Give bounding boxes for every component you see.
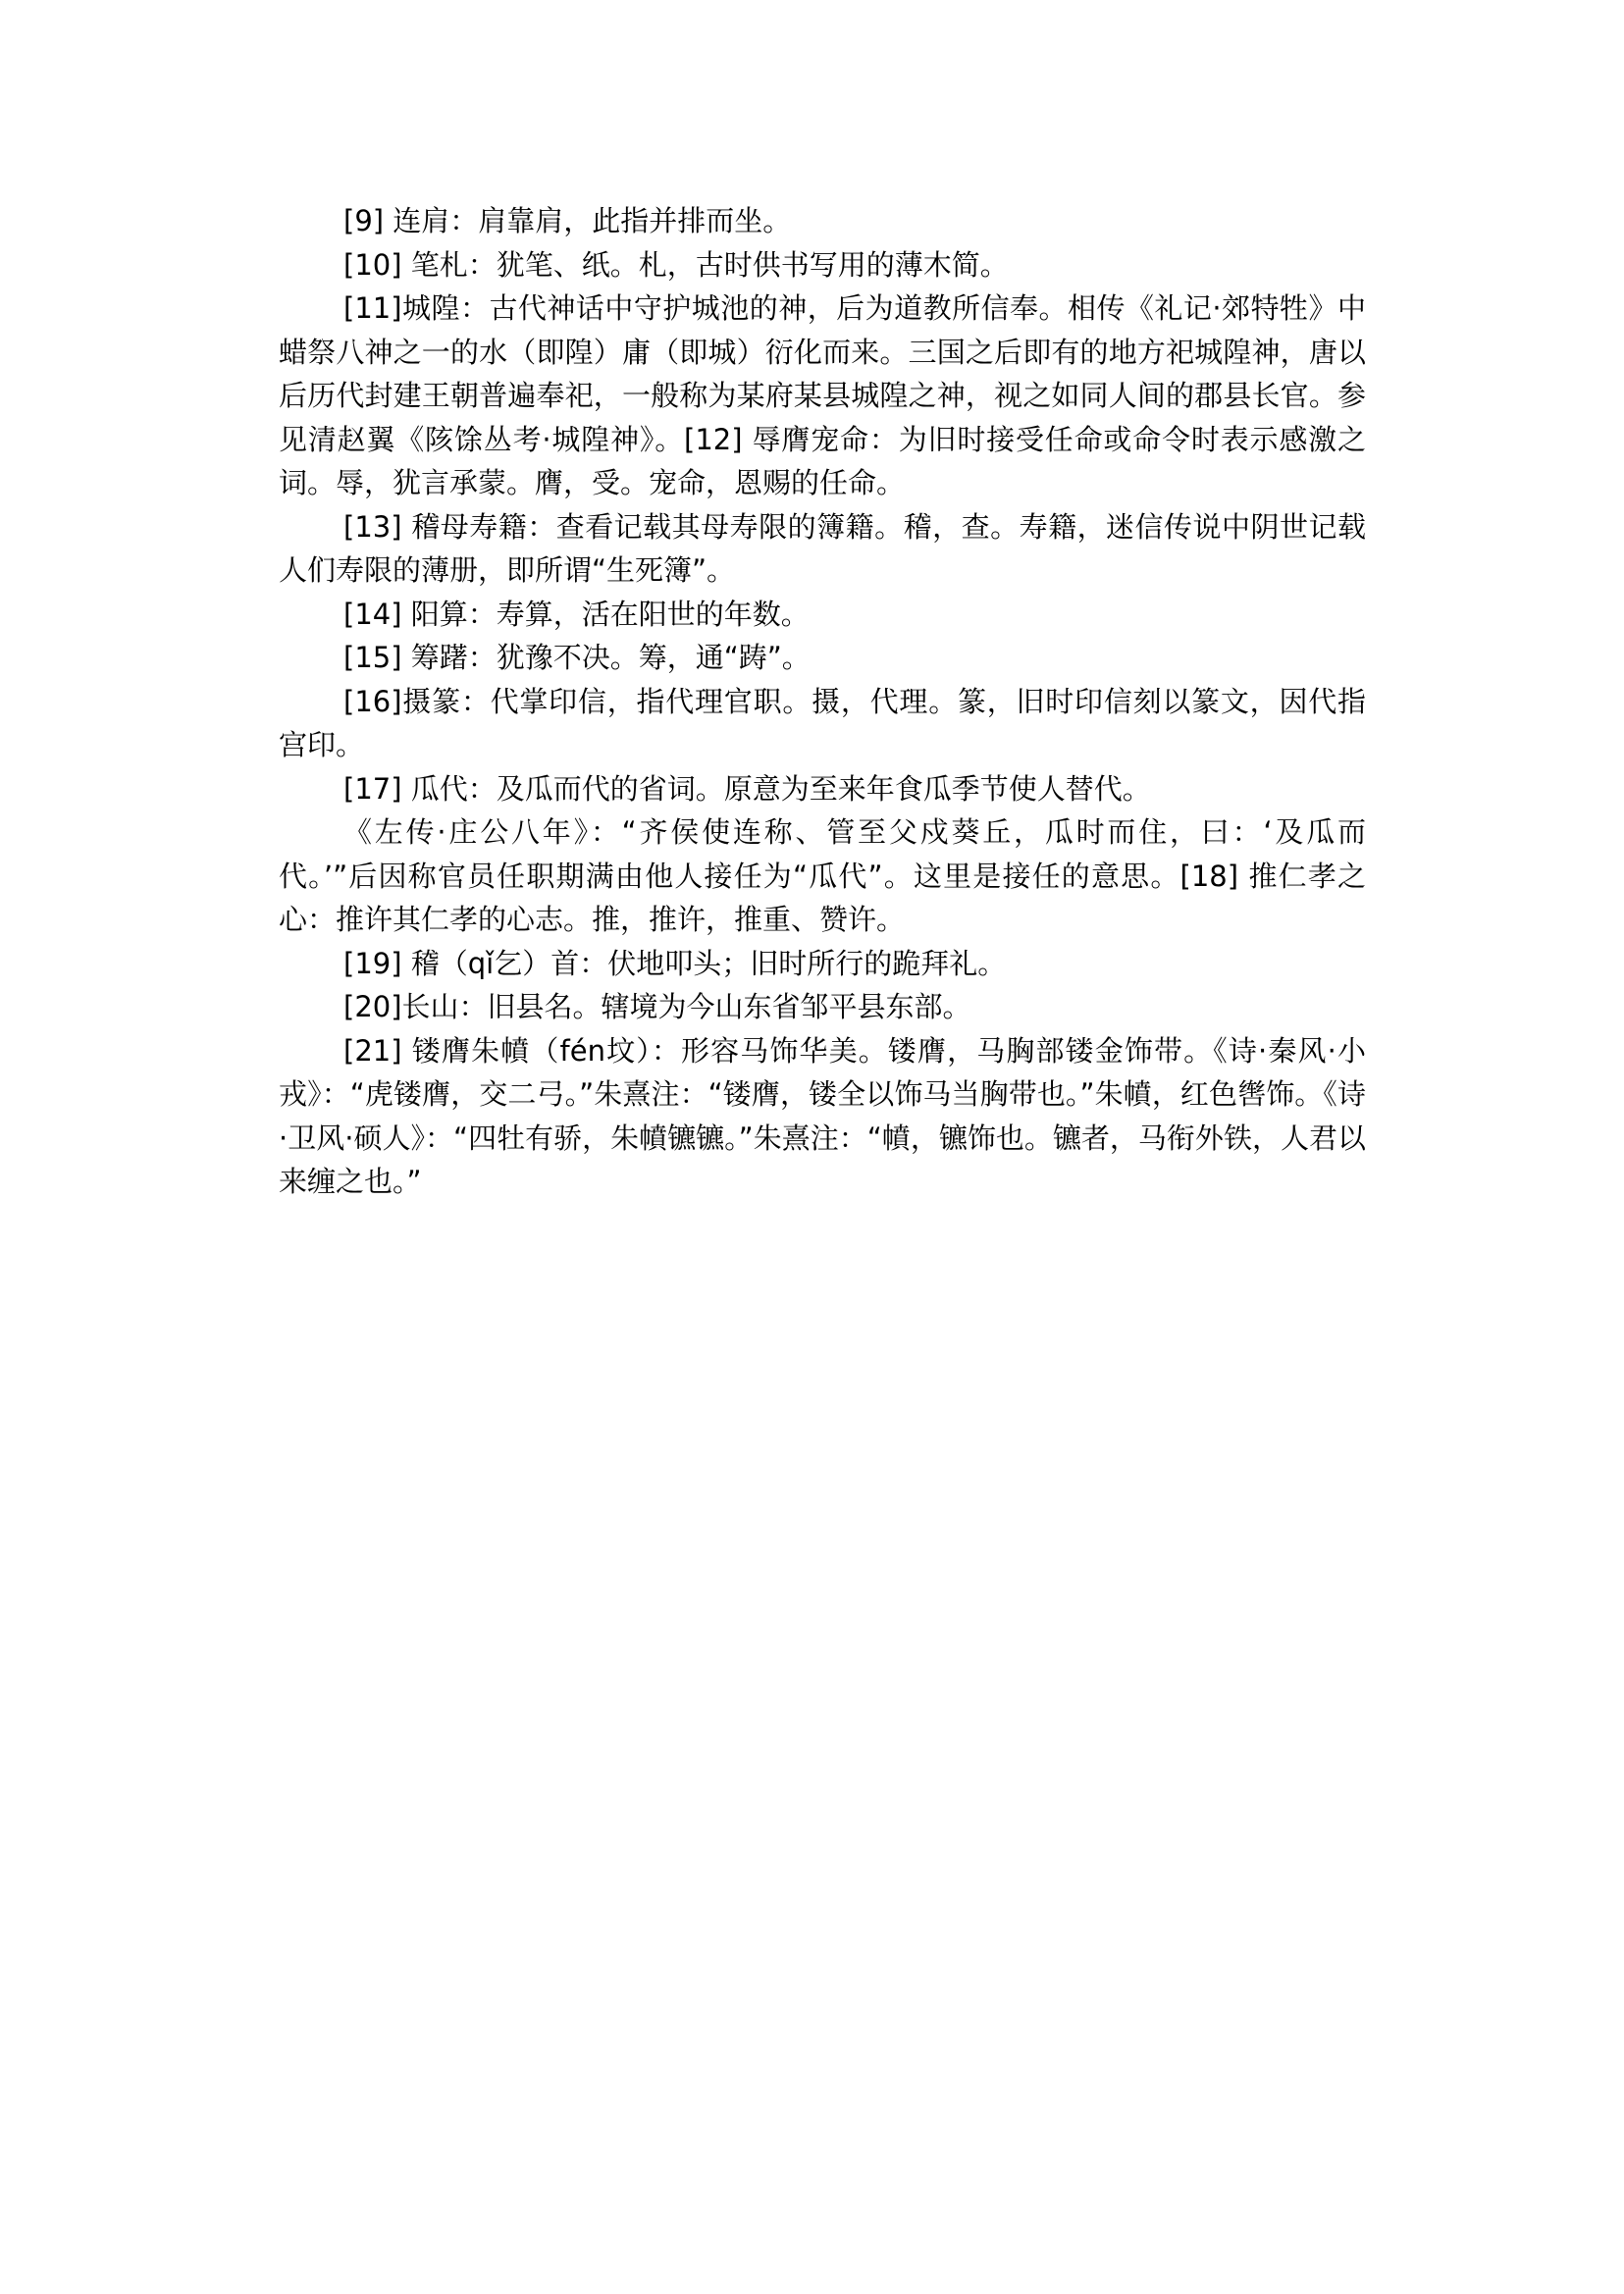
annotation-notes: [279, 199, 1366, 1204]
note-21: [21] 镂膺朱幩（fén坟）：形容马饰华美。镂膺，马胸部镂金饰带。《诗·秦风·小戎》：“虎镂膺，交二弓。”朱熹注：“镂膺，镂全以饰马当胸带也。”朱幩，红色辔饰。《诗·卫风·硕人》：“四牡有骄，朱幩镳镳。”朱熹注：“幩，镳饰也。镳者，马衔外铁，人君以来缠之也。”: [279, 1033, 1366, 1198]
note-16: [16]摄篆：代掌印信，指代理官职。摄，代理。篆，旧时印信刻以篆文，因代指宫印。: [279, 684, 1366, 761]
note-10: [10] 笔札：犹笔、纸。札，古时供书写用的薄木简。: [343, 247, 1009, 282]
note-19: [19] 稽（qǐ乞）首：伏地叩头；旧时所行的跪拜礼。: [343, 946, 1007, 980]
note-15: [15] 筹躇：犹豫不决。筹，通“踌”。: [343, 641, 811, 674]
note-9: [9] 连肩：肩靠肩，此指并排而坐。: [343, 204, 792, 237]
note-20: [20]长山：旧县名。辖境为今山东省邹平县东部。: [343, 990, 971, 1023]
note-17: [17] 瓜代：及瓜而代的省词。原意为至来年食瓜季节使人替代。: [343, 771, 1151, 806]
note-14: [14] 阳算：寿算，活在阳世的年数。: [343, 597, 810, 631]
note-17-continued-18: 《左传·庄公八年》：“齐侯使连称、管至父戍葵丘，瓜时而住，曰：‘及瓜而代。’”后因称官员任职期满由他人接任为“瓜代”。这里是接任的意思。[18] 推仁孝之心：推许其仁孝的心志。推，推许，推重、赞许。: [279, 815, 1366, 936]
note-11-12: [11]城隍：古代神话中守护城池的神，后为道教所信奉。相传《礼记·郊特牲》中蜡祭八神之一的水（即隍）庸（即城）衍化而来。三国之后即有的地方祀城隍神，唐以后历代封建王朝普遍奉祀，一般称为某府某县城隍之神，视之如同人间的郡县长官。参见清赵翼《陔馀丛考·城隍神》。[12] 辱膺宠命：为旧时接受任命或命令时表示感激之词。辱，犹言承蒙。膺，受。宠命，恩赐的任命。: [279, 291, 1366, 499]
note-13: [13] 稽母寿籍：查看记载其母寿限的簿籍。稽，查。寿籍，迷信传说中阴世记载人们寿限的薄册，即所谓“生死簿”。: [279, 509, 1366, 587]
